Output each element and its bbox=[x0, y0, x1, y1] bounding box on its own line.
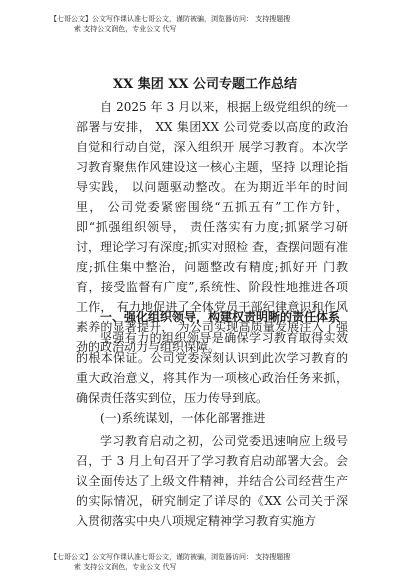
section-1-paragraph: 坚强有力的组织领导是确保学习教育取得实效的根本保证。公司党委深刻认识到此次学习教育的重大政治意义，将其作为一项核心政治任务来抓，确保责任落实到位，压力传导到底。 bbox=[76, 331, 348, 405]
section-1-heading: 一、强化组织领导，构建权责明晰的责任体系 bbox=[100, 310, 341, 324]
page-header-watermark bbox=[50, 14, 380, 34]
document-title: XX 集团 XX 公司专题工作总结 bbox=[113, 77, 297, 92]
subsection-1-paragraph: 学习教育启动之初，公司党委迅速响应上级号召，于 3 月上旬召开了学习教育启动部署大会。会议全面传达了上级文件精神，并结合公司经营生产的实际情况，研究制定了详尽的《XX 公司关于深入贯彻落实中央八项规定精神学习教育实施方 bbox=[76, 434, 348, 528]
page-footer-watermark bbox=[50, 552, 380, 572]
header-line-2: 索 支持公文润色，专业公文 代写 bbox=[74, 25, 177, 33]
subsection-1-heading: (一)系统谋划，一体化部署推进 bbox=[100, 411, 266, 425]
header-line-1: 【七哥公文】公文写作课认准七哥公文，谨防被骗，浏览器访问： 支持搜题搜 bbox=[50, 15, 291, 23]
intro-paragraph: 自 2025 年 3 月以来，根据上级党组织的统一部署与安排， XX 集团XX 公司党委以高度的政治自觉和行动自觉，深入组织开 展学习教育。本次学习教育聚焦作风建设这一核心主题，坚持 以理论指导实践， 以问题驱动整改。在为期近半年的时间里， 公司党委紧密围绕“五抓五有”工作方针，即“抓强组织领导， 责任落实有力度;抓紧学习研讨，理论学习有深度;抓实对照检 查，查摆问题有准度;抓住集中整治，问题整改有精度;抓好开 门教育，接受监督有广度”,系统性、阶段性地推进各项工作， 有力地促进了全体党员干部纪律意识和作风素养的显著提升， 为公司实现高质量发展注入了强劲的政治动力与组织保障。 bbox=[76, 100, 348, 354]
footer-line-1: 【七哥公文】公文写作课认准七哥公文，谨防被骗，浏览器访问： 支持搜题搜 bbox=[50, 553, 291, 561]
footer-line-2: 索 支持公文润色，专业公文 代写 bbox=[74, 563, 177, 571]
